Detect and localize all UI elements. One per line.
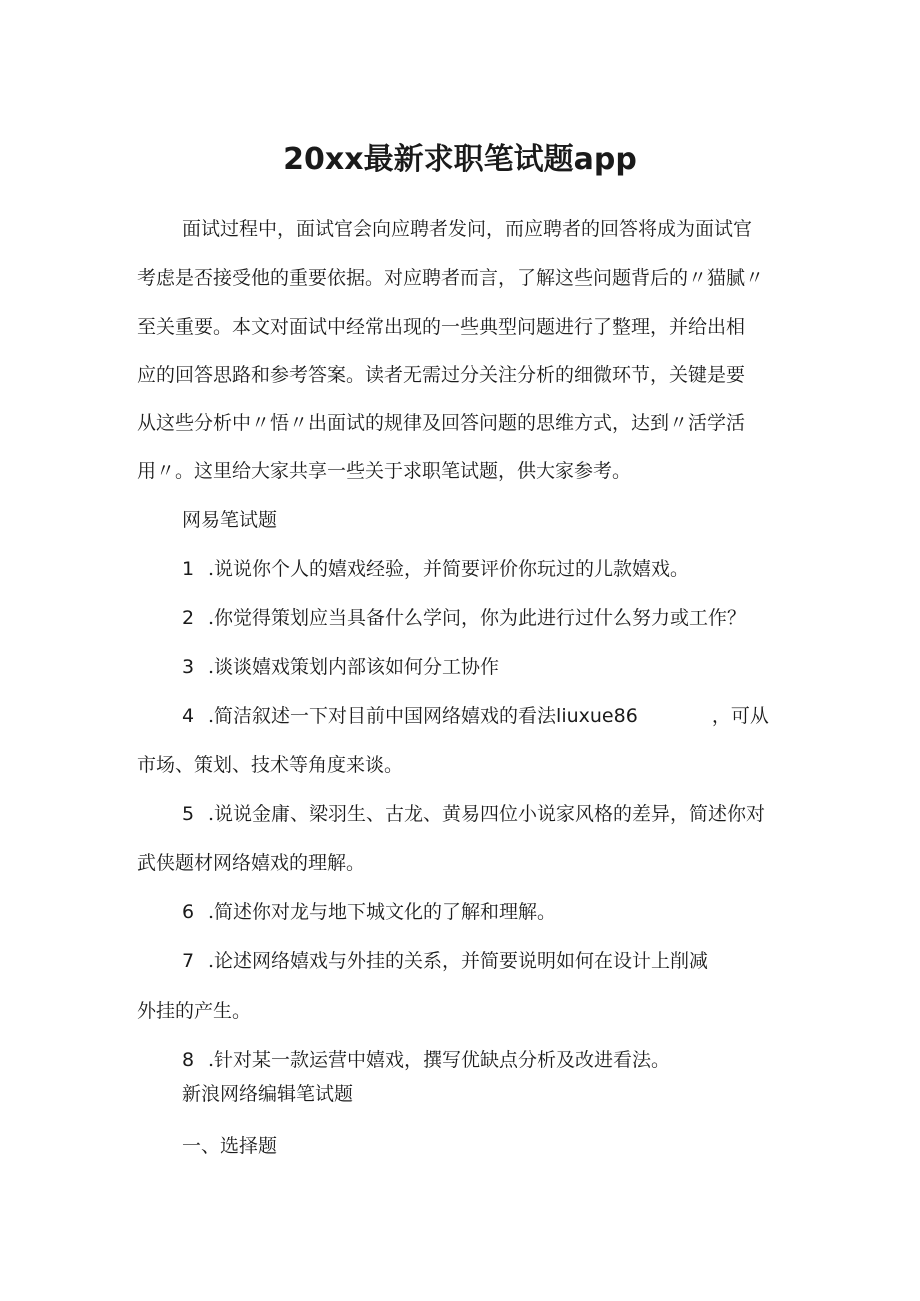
question-4: [182, 701, 769, 731]
question-text: .你觉得策划应当具备什么学问，你为此进行过什么努力或工作？: [208, 607, 747, 629]
question-7-continued: 外挂的产生。: [137, 1000, 252, 1022]
question-text: .说说你个人的嬉戏经验，并简要评价你玩过的儿款嬉戏。: [208, 558, 690, 580]
page-title: 20xx最新求职笔试题app: [283, 142, 637, 177]
question-6: [182, 897, 556, 927]
question-5: [182, 799, 765, 829]
intro-line-1: 面试过程中，面试官会向应聘者发问，而应聘者的回答将成为面试官: [182, 218, 753, 240]
question-number: 1: [182, 558, 195, 580]
question-2: [182, 603, 746, 633]
intro-line-5: 从这些分析中〃悟〃出面试的规律及回答问题的思维方式，达到〃活学活: [137, 412, 746, 434]
question-number: 7: [182, 950, 195, 972]
question-4-continued: 市场、策划、技术等角度来谈。: [137, 754, 404, 776]
question-1: [182, 554, 689, 584]
question-number: 2: [182, 607, 195, 629]
question-tail: ，可从: [711, 705, 769, 727]
intro-line-3: 至关重要。本文对面试中经常出现的一些典型问题进行了整理，并给出相: [137, 316, 746, 338]
question-number: 8: [182, 1049, 195, 1071]
question-text: .简洁叙述一下对目前中国网络嬉戏的看法: [208, 705, 557, 727]
intro-line-2: 考虑是否接受他的重要依据。对应聘者而言，了解这些问题背后的〃猫腻〃: [137, 267, 765, 289]
question-text: .论述网络嬉戏与外挂的关系，并简要说明如何在设计上削减: [208, 950, 709, 972]
question-keyword: liuxue86: [556, 705, 638, 727]
question-number: 3: [182, 656, 195, 678]
subsection-heading-choice: 一、选择题: [182, 1135, 278, 1157]
question-text: .针对某一款运营中嬉戏，撰写优缺点分析及改进看法。: [208, 1049, 671, 1071]
section-heading-sina: 新浪网络编辑笔试题: [182, 1083, 354, 1105]
question-7: [182, 946, 708, 976]
question-5-continued: 武侠题材网络嬉戏的理解。: [137, 852, 366, 874]
question-3: [182, 652, 499, 682]
intro-line-4: 应的回答思路和参考答案。读者无需过分关注分析的细微环节，关键是要: [137, 364, 746, 386]
question-text: .谈谈嬉戏策划内部该如何分工协作: [208, 656, 500, 678]
question-text: .简述你对龙与地下城文化的了解和理解。: [208, 901, 557, 923]
question-number: 5: [182, 803, 195, 825]
question-number: 6: [182, 901, 195, 923]
section-heading-netease: 网易笔试题: [182, 509, 278, 531]
intro-line-6: 用〃。这里给大家共享一些关于求职笔试题，供大家参考。: [137, 460, 632, 482]
question-number: 4: [182, 705, 195, 727]
question-8: [182, 1045, 670, 1075]
question-text: .说说金庸、梁羽生、古龙、黄易四位小说家风格的差异，简述你对: [208, 803, 766, 825]
